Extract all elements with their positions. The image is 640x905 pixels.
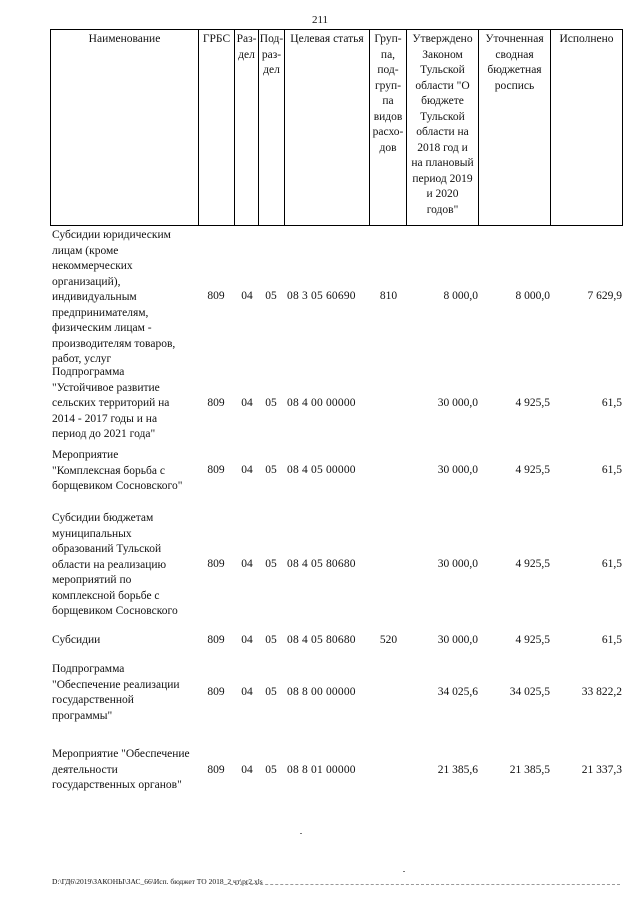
row-name: Подпрограмма "Устойчивое развитие сельских территорий на 2014 - 2017 годы и на период до 2021 года" [52,366,170,440]
row-executed: 21 337,3 [581,764,622,776]
row-grbs: 809 [207,464,225,476]
row-article: 08 3 05 60690 [287,290,356,302]
row-name: Субсидии бюджетам муниципальных образований Тульской области на реализацию мероприятий по комплексной борьбе с борщевиком Сосновского [52,512,178,617]
page-number: 211 [311,14,329,26]
row-grbs: 809 [207,558,225,570]
row-razdel: 04 [241,686,253,698]
row-podrazdel: 05 [265,464,277,476]
row-approved: 21 385,6 [437,764,478,776]
row-approved: 30 000,0 [437,634,478,646]
row-executed: 61,5 [601,558,622,570]
row-executed: 33 822,2 [581,686,622,698]
row-podrazdel: 05 [265,764,277,776]
row-group: 810 [379,290,398,302]
row-approved: 34 025,6 [437,686,478,698]
header-name: Наименование [88,33,161,45]
header-revised: Уточненная сводная бюджетная роспись [485,33,544,92]
row-name: Субсидии юридическим лицам (кроме некоммерческих организаций), индивидуальным предпринимателям, физическим лицам - производителям товаров, работ, услуг [52,229,176,365]
row-executed: 7 629,9 [587,290,622,302]
row-grbs: 809 [207,634,225,646]
row-grbs: 809 [207,290,225,302]
row-name: Мероприятие "Обеспечение деятельности государственных органов" [52,748,190,791]
row-grbs: 809 [207,397,225,409]
footer-file-path: D:\ГД6\2019\ЗАКОНЫ\ЗАС_66\Исп. бюджет ТО 2018_2 чт\pr2.xls [52,877,263,886]
row-executed: 61,5 [601,634,622,646]
row-name: Субсидии [52,634,101,646]
row-razdel: 04 [241,764,253,776]
row-article: 08 8 01 00000 [287,764,356,776]
row-executed: 61,5 [601,397,622,409]
header-article: Целевая статья [290,33,364,45]
header-grbs: ГРБС [202,33,231,45]
row-podrazdel: 05 [265,397,277,409]
column-divider [198,29,199,226]
row-razdel: 04 [241,290,253,302]
row-podrazdel: 05 [265,290,277,302]
row-podrazdel: 05 [265,634,277,646]
row-revised: 21 385,5 [509,764,550,776]
row-approved: 30 000,0 [437,397,478,409]
column-divider [622,29,623,226]
row-grbs: 809 [207,686,225,698]
row-podrazdel: 05 [265,686,277,698]
row-razdel: 04 [241,397,253,409]
row-revised: 4 925,5 [515,397,550,409]
header-executed: Исполнено [559,33,614,45]
row-name: Подпрограмма "Обеспечение реализации государственной программы" [52,663,180,722]
row-article: 08 4 05 80680 [287,634,356,646]
row-name: Мероприятие "Комплексная борьба с борщевиком Сосновского" [52,449,183,492]
column-divider [550,29,551,226]
row-group: 520 [379,634,398,646]
row-revised: 4 925,5 [515,464,550,476]
header-razdel: Раз- дел [236,33,257,61]
row-executed: 61,5 [601,464,622,476]
row-revised: 4 925,5 [515,634,550,646]
header-podrazdel: Под- раз- дел [259,33,284,76]
header-group: Груп- па, под- груп- па видов расхо- дов [372,33,404,154]
row-approved: 8 000,0 [443,290,478,302]
row-article: 08 4 00 00000 [287,397,356,409]
row-approved: 30 000,0 [437,464,478,476]
header-approved: Утверждено Законом Тульской области "О бюджете Тульской области на 2018 год и на плановый период 2019 и 2020 годов" [411,33,474,216]
row-razdel: 04 [241,634,253,646]
scan-speck [403,871,405,872]
row-razdel: 04 [241,558,253,570]
row-article: 08 4 05 80680 [287,558,356,570]
row-revised: 4 925,5 [515,558,550,570]
row-razdel: 04 [241,464,253,476]
row-approved: 30 000,0 [437,558,478,570]
scan-speck [300,833,302,834]
row-article: 08 8 00 00000 [287,686,356,698]
row-grbs: 809 [207,764,225,776]
row-revised: 8 000,0 [515,290,550,302]
row-podrazdel: 05 [265,558,277,570]
column-divider [284,29,285,226]
footer-dashed-line [230,884,620,885]
row-revised: 34 025,5 [509,686,550,698]
column-divider [50,29,51,226]
row-article: 08 4 05 00000 [287,464,356,476]
